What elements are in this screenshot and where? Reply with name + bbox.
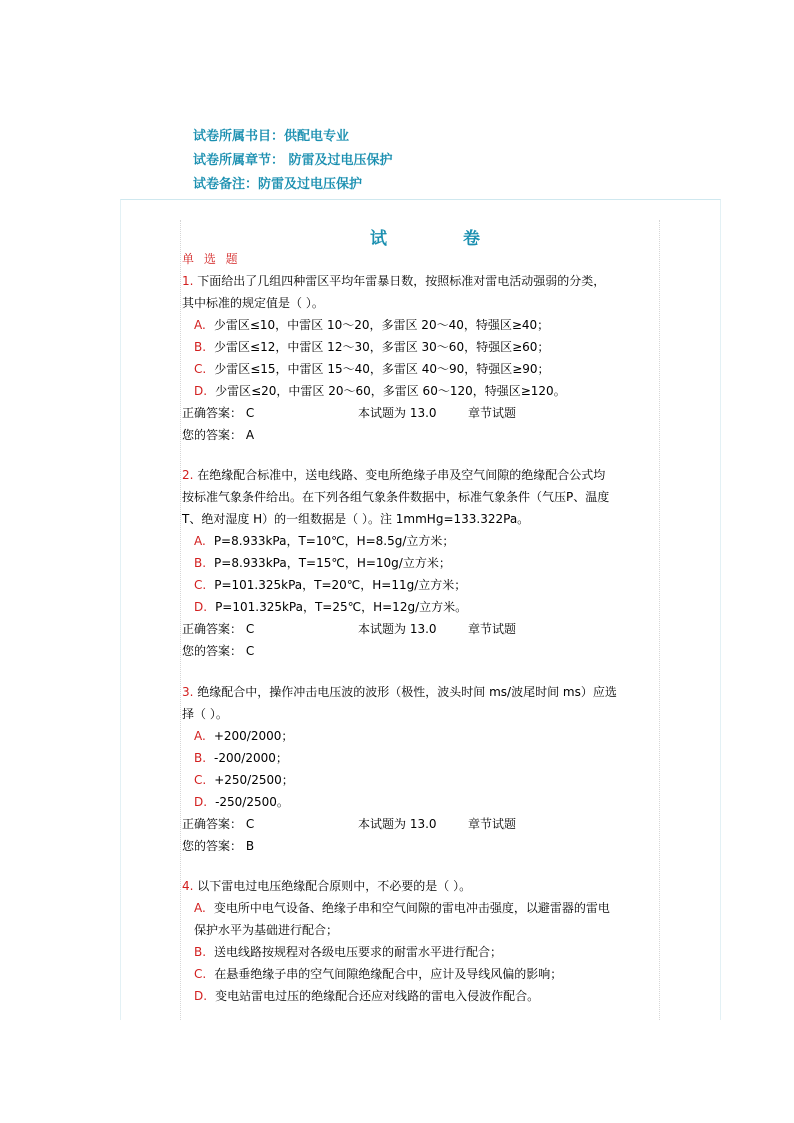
option-text: +250/2500；: [214, 773, 294, 787]
option-c[interactable]: [182, 769, 658, 791]
option-letter: B.: [194, 556, 207, 570]
stem-line: T、绝对湿度 H）的一组数据是（ ）。注 1mmHg=133.322Pa。: [182, 512, 530, 526]
option-a[interactable]: [182, 314, 658, 336]
option-letter: C.: [194, 578, 207, 592]
correct-answer: 正确答案： C: [182, 622, 255, 636]
option-a[interactable]: [182, 530, 658, 552]
option-d[interactable]: [182, 791, 658, 813]
stem-line: 其中标准的规定值是（ ）。: [182, 296, 324, 310]
question-3: [182, 681, 658, 857]
option-text: 在悬垂绝缘子串的空气间隙绝缘配合中，应计及导线风偏的影响；: [214, 967, 563, 981]
option-text: 送电线路按规程对各级电压要求的耐雷水平进行配合；: [214, 945, 503, 959]
option-c[interactable]: [182, 358, 658, 380]
stem-line: 在绝缘配合标准中，送电线路、变电所绝缘子串及空气间隙的绝缘配合公式均: [197, 468, 606, 482]
your-answer-row: [182, 640, 658, 662]
option-letter: D.: [194, 989, 208, 1003]
stem-line: 绝缘配合中，操作冲击电压波的波形（极性，波头时间 ms/波尾时间 ms）应选: [197, 685, 617, 699]
question-score: 本试题为 13.0: [358, 406, 437, 420]
option-text: 少雷区≤20，中雷区 20～60，多雷区 60～120，特强区≥120。: [215, 384, 566, 398]
answer-row: [182, 402, 658, 424]
title-char-2: 卷: [463, 229, 480, 249]
option-text-cont: 保护水平为基础进行配合；: [194, 923, 339, 937]
option-text: +200/2000；: [213, 729, 294, 743]
option-text: -200/2000；: [214, 751, 288, 765]
question-number: 4.: [182, 879, 194, 893]
stem-line: 以下雷电过电压绝缘配合原则中，不必要的是（ ）。: [197, 879, 472, 893]
your-answer: 您的答案： A: [182, 428, 255, 442]
question-tag: 章节试题: [468, 622, 517, 636]
question-stem: [182, 875, 658, 897]
question-4: [182, 875, 658, 1007]
option-text: 变电所中电气设备、绝缘子串和空气间隙的雷电冲击强度，以避雷器的雷电: [213, 901, 610, 915]
question-tag: 章节试题: [468, 817, 517, 831]
title-char-1: 试: [370, 229, 387, 249]
meta-note: 试卷备注：防雷及过电压保护: [193, 177, 363, 192]
your-answer: 您的答案： C: [182, 644, 255, 658]
option-text: P=8.933kPa，T=15℃，H=10g/立方米；: [214, 556, 451, 570]
option-text: P=101.325kPa，T=20℃，H=11g/立方米；: [214, 578, 467, 592]
option-letter: D.: [194, 600, 208, 614]
answer-row: [182, 618, 658, 640]
option-c[interactable]: [182, 574, 658, 596]
stem-line: 下面给出了几组四种雷区平均年雷暴日数，按照标准对雷电活动强弱的分类，: [197, 274, 606, 288]
option-text: 变电站雷电过压的绝缘配合还应对线路的雷电入侵波作配合。: [215, 989, 540, 1003]
option-b[interactable]: [182, 552, 658, 574]
option-b[interactable]: [182, 941, 658, 963]
correct-answer: 正确答案： C: [182, 406, 255, 420]
option-text: 少雷区≤15，中雷区 15～40，多雷区 40～90，特强区≥90；: [214, 362, 550, 376]
option-letter: C.: [194, 773, 207, 787]
your-answer-row: [182, 835, 658, 857]
option-text: 少雷区≤10，中雷区 10～20，多雷区 20～40，特强区≥40；: [213, 318, 550, 332]
question-tag: 章节试题: [468, 406, 517, 420]
question-stem: [182, 270, 658, 314]
option-text: -250/2500。: [215, 795, 289, 809]
section-heading: 单 选 题: [182, 252, 241, 266]
option-letter: A.: [194, 534, 206, 548]
option-letter: B.: [194, 340, 207, 354]
option-text: 少雷区≤12，中雷区 12～30，多雷区 30～60，特强区≥60；: [214, 340, 550, 354]
option-b[interactable]: [182, 336, 658, 358]
question-score: 本试题为 13.0: [358, 817, 437, 831]
meta-chapter: 试卷所属章节： 防雷及过电压保护: [193, 153, 393, 168]
option-letter: D.: [194, 795, 208, 809]
question-number: 2.: [182, 468, 194, 482]
paper-meta: [193, 127, 393, 199]
option-a[interactable]: [182, 725, 658, 747]
question-stem: [182, 681, 658, 725]
meta-book: 试卷所属书目：供配电专业: [193, 129, 350, 144]
stem-line: 择（ ）。: [182, 707, 228, 721]
your-answer: 您的答案： B: [182, 839, 255, 853]
option-letter: A.: [194, 729, 206, 743]
option-text: P=101.325kPa，T=25℃，H=12g/立方米。: [215, 600, 468, 614]
option-d[interactable]: [182, 596, 658, 618]
question-stem: [182, 464, 658, 530]
stem-line: 按标准气象条件给出。在下列各组气象条件数据中，标准气象条件（气压P、温度: [182, 490, 610, 504]
option-letter: A.: [194, 318, 206, 332]
option-letter: B.: [194, 945, 207, 959]
paper-title: [370, 224, 480, 249]
answer-row: [182, 813, 658, 835]
option-c[interactable]: [182, 963, 658, 985]
option-letter: A.: [194, 901, 206, 915]
option-letter: C.: [194, 967, 207, 981]
your-answer-row: [182, 424, 658, 446]
option-a[interactable]: [182, 897, 658, 941]
question-1: [182, 270, 658, 446]
option-d[interactable]: [182, 380, 658, 402]
question-number: 1.: [182, 274, 194, 288]
question-number: 3.: [182, 685, 194, 699]
option-text: P=8.933kPa，T=10℃，H=8.5g/立方米；: [213, 534, 455, 548]
option-letter: C.: [194, 362, 207, 376]
question-score: 本试题为 13.0: [358, 622, 437, 636]
question-2: [182, 464, 658, 662]
option-b[interactable]: [182, 747, 658, 769]
option-letter: B.: [194, 751, 207, 765]
option-d[interactable]: [182, 985, 658, 1007]
correct-answer: 正确答案： C: [182, 817, 255, 831]
option-letter: D.: [194, 384, 208, 398]
